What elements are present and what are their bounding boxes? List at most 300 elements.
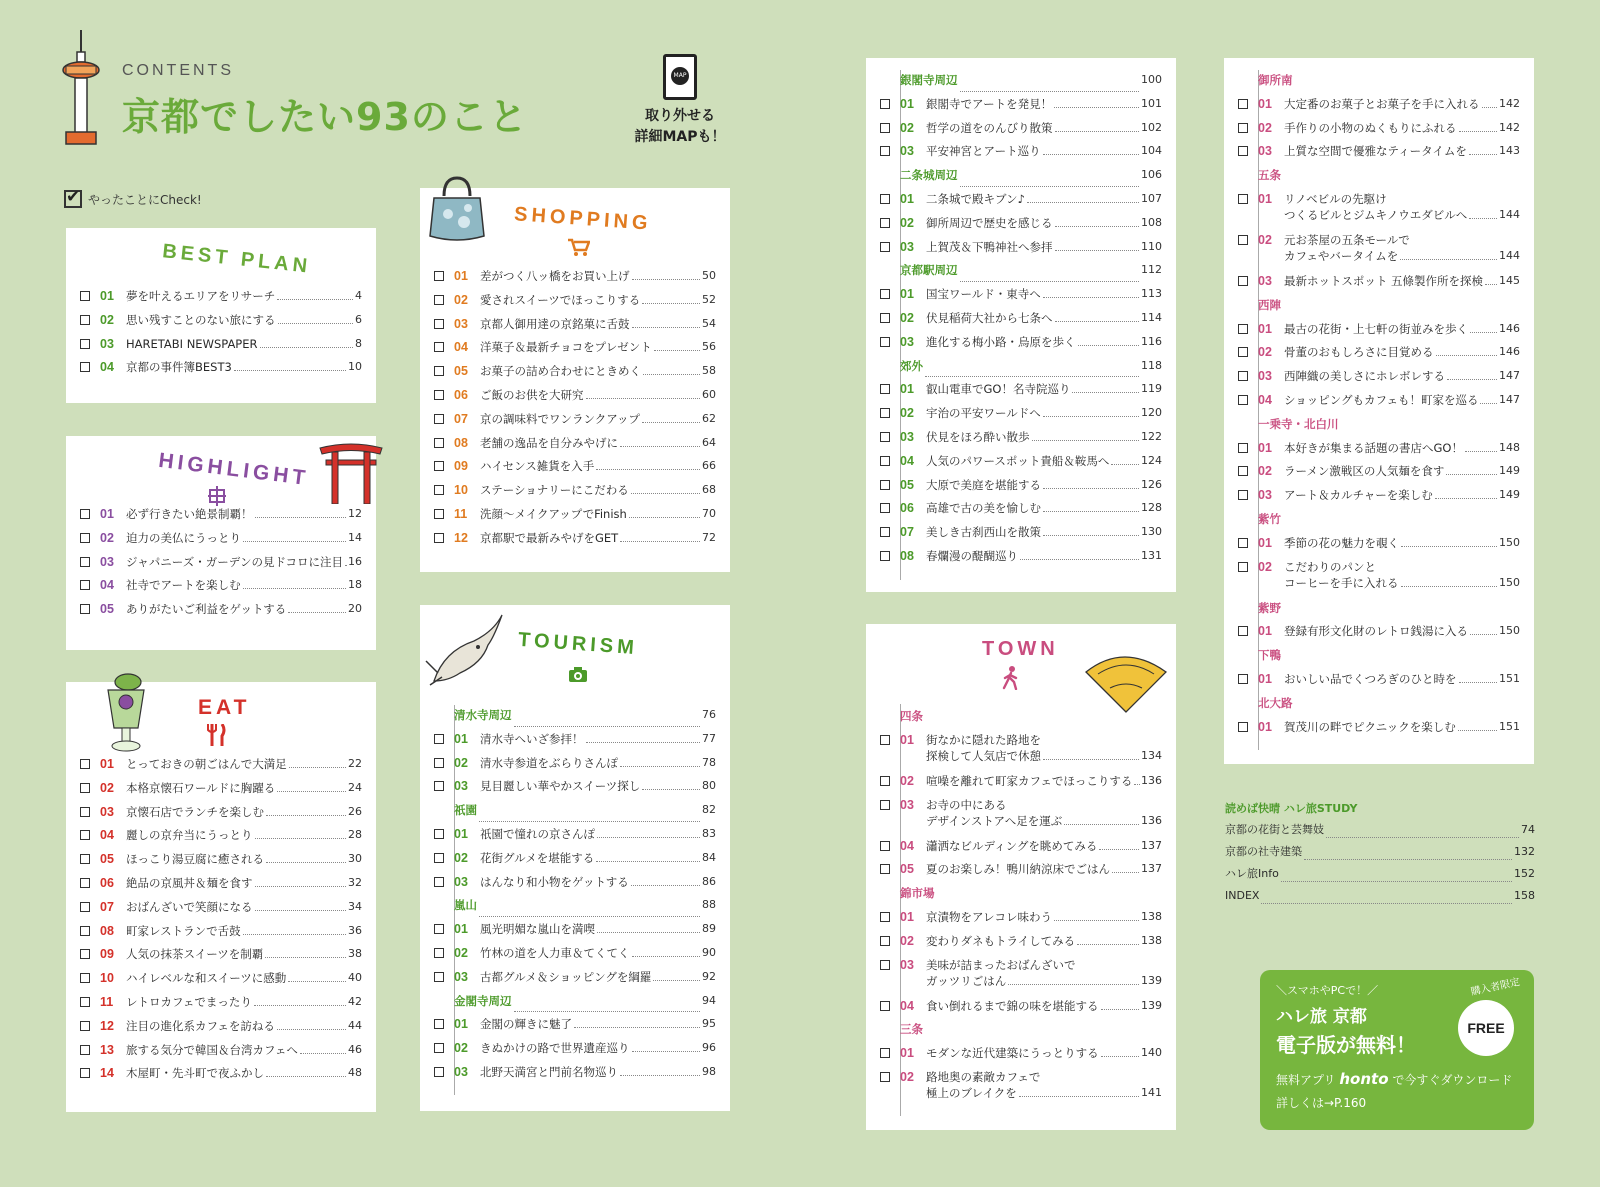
item-number: 02 [454, 1041, 468, 1056]
item-text [1284, 273, 1499, 289]
checkbox[interactable] [880, 432, 890, 442]
list-item [434, 850, 716, 874]
checkbox[interactable] [80, 807, 90, 817]
item-line2 [1284, 575, 1520, 591]
leader-dots [1401, 535, 1497, 547]
item-number: 01 [900, 382, 914, 397]
checkbox[interactable] [80, 604, 90, 614]
checkbox[interactable] [1238, 146, 1248, 156]
page-number: 18 [348, 578, 362, 592]
leader-dots [596, 850, 700, 862]
checkbox[interactable] [880, 480, 890, 490]
item-label: 路地奥の素敵カフェで [926, 1069, 1041, 1084]
list-item [434, 874, 716, 898]
checkbox[interactable] [1238, 626, 1248, 636]
page-number: 96 [702, 1041, 716, 1055]
checkbox[interactable] [880, 912, 890, 922]
item-number: 01 [454, 922, 468, 937]
town-title: TOWN [982, 638, 1059, 660]
item-number: 04 [100, 360, 114, 375]
item-text [126, 756, 348, 772]
item-label: 古都グルメ＆ショッピングを綱羅 [480, 969, 652, 984]
checkbox[interactable] [80, 315, 90, 325]
item-text [926, 773, 1141, 789]
item-label: 町家レストランで舌鼓 [126, 923, 241, 938]
item-text [1284, 120, 1499, 136]
leader-dots [1101, 998, 1140, 1010]
ebook-banner[interactable] [1260, 970, 1534, 1130]
item-number: 05 [900, 862, 914, 877]
page-title: 京都でしたい93のこと [122, 95, 528, 139]
leader-dots [1458, 719, 1497, 731]
leader-dots [277, 1018, 346, 1030]
list-item [880, 239, 1162, 263]
checkbox[interactable] [80, 362, 90, 372]
checkbox[interactable] [880, 123, 890, 133]
item-number: 03 [1258, 369, 1272, 384]
item-number: 04 [900, 838, 914, 853]
checkbox[interactable] [434, 319, 444, 329]
leader-dots [1400, 248, 1497, 260]
checkbox[interactable] [880, 776, 890, 786]
leader-dots [1435, 487, 1497, 499]
item-label: 人気のパワースポット貴船＆鞍馬へ [926, 453, 1110, 468]
item-label: 迫力の美仏にうっとり [126, 530, 241, 545]
item-text [1284, 191, 1520, 223]
item-number: 03 [900, 334, 914, 349]
list-item [880, 477, 1162, 501]
shopping-card [420, 188, 730, 572]
item-label: 手作りの小物のぬくもりにふれる [1284, 120, 1457, 135]
page-number: 128 [1141, 501, 1162, 515]
list-item [880, 838, 1162, 862]
item-label: 賀茂川の畔でピクニックを楽しむ [1284, 719, 1456, 734]
item-label: 必ず行きたい絶景制覇！ [126, 507, 253, 521]
checkbox[interactable] [880, 800, 890, 810]
fork-knife-icon [206, 724, 228, 746]
checkbox[interactable] [80, 902, 90, 912]
item-number: 06 [100, 875, 114, 890]
checkbox[interactable] [434, 1043, 444, 1053]
checkbox[interactable] [80, 783, 90, 793]
checkbox[interactable] [80, 291, 90, 301]
list-item [1238, 392, 1520, 416]
checkbox[interactable] [1238, 99, 1248, 109]
town-list [880, 708, 1162, 1110]
item-number: 03 [1258, 488, 1272, 503]
checkbox[interactable] [1238, 324, 1248, 334]
item-text [480, 1064, 702, 1080]
leader-dots [1459, 671, 1498, 683]
leader-dots [960, 167, 1140, 187]
ebook-app-line [1276, 1070, 1518, 1088]
leader-dots [632, 268, 701, 280]
study-section [1225, 800, 1535, 910]
leader-dots [642, 411, 700, 423]
checkbox[interactable] [1238, 562, 1248, 572]
item-label: 最古の花街・上七軒の街並みを歩く [1284, 321, 1468, 336]
checkbox[interactable] [880, 99, 890, 109]
checkbox[interactable] [880, 1048, 890, 1058]
highlight-list [80, 506, 362, 625]
study-row[interactable] [1225, 888, 1535, 910]
checkbox[interactable] [434, 924, 444, 934]
item-text [126, 875, 348, 891]
shopping-list [434, 268, 716, 554]
list-item [80, 946, 362, 970]
page-number: 138 [1141, 909, 1162, 923]
checkbox[interactable] [880, 313, 890, 323]
item-text [926, 838, 1141, 854]
page-number: 86 [702, 874, 716, 888]
list-item [80, 506, 362, 530]
list-item [1238, 344, 1520, 368]
item-text [1284, 232, 1520, 264]
page-number: 94 [702, 993, 716, 1007]
leader-dots [1459, 120, 1498, 132]
checkbox[interactable] [80, 759, 90, 769]
list-item [80, 336, 362, 360]
page-number: 92 [702, 969, 716, 983]
checkbox[interactable] [880, 146, 890, 156]
list-item [434, 1064, 716, 1088]
area-heading [1238, 695, 1520, 719]
leader-dots [289, 756, 346, 768]
page-number: 60 [702, 387, 716, 401]
leader-dots [1072, 381, 1139, 393]
list-item [880, 191, 1162, 215]
checkbox[interactable] [434, 342, 444, 352]
checkbox[interactable] [80, 339, 90, 349]
leader-dots [1281, 866, 1512, 882]
item-text [1284, 623, 1499, 639]
item-label: 人気の抹茶スイーツを制覇 [126, 947, 264, 962]
checkbox[interactable] [80, 973, 90, 983]
leader-dots [642, 778, 700, 790]
page-number: 134 [1141, 748, 1162, 762]
checkbox[interactable] [1238, 395, 1248, 405]
checkbox[interactable] [880, 456, 890, 466]
checkbox[interactable] [80, 830, 90, 840]
item-text [126, 923, 348, 939]
item-text [926, 548, 1141, 564]
checkbox[interactable] [434, 758, 444, 768]
list-item [880, 957, 1162, 998]
leader-dots [632, 945, 701, 957]
leader-dots [1482, 96, 1498, 108]
item-number: 02 [1258, 232, 1272, 247]
checkbox[interactable] [880, 408, 890, 418]
leader-dots [255, 827, 347, 839]
page-number: 78 [702, 755, 716, 769]
checkbox[interactable] [1238, 194, 1248, 204]
area-name: 北大路 [1258, 695, 1293, 710]
area-name: 西陣 [1258, 297, 1281, 312]
item-number: 07 [454, 411, 468, 426]
checkbox[interactable] [434, 414, 444, 424]
checkbox[interactable] [880, 735, 890, 745]
list-item [1238, 535, 1520, 559]
handbag-icon [428, 176, 486, 242]
item-label: 平安神宮とアート巡り [926, 144, 1041, 159]
leader-dots [643, 363, 700, 375]
checkbox[interactable] [434, 1067, 444, 1077]
item-text [926, 861, 1141, 877]
ebook-app-suffix: で今すぐダウンロード [1392, 1073, 1513, 1087]
checkbox[interactable] [1238, 123, 1248, 133]
page-number: 132 [1514, 845, 1535, 858]
page-number: 50 [702, 269, 716, 282]
checkbox-icon [64, 190, 82, 208]
checkbox[interactable] [80, 949, 90, 959]
item-label: ステーショナリーにこだわる [480, 483, 629, 498]
list-item [880, 96, 1162, 120]
checkbox[interactable] [880, 289, 890, 299]
item-label: 注目の進化系カフェを訪ねる [126, 1018, 275, 1033]
item-number: 12 [100, 1018, 114, 1033]
checkbox[interactable] [434, 829, 444, 839]
item-number: 02 [900, 406, 914, 421]
checkbox[interactable] [1238, 443, 1248, 453]
checkbox[interactable] [1238, 538, 1248, 548]
item-text [926, 477, 1141, 493]
item-text [126, 780, 348, 796]
item-number: 02 [900, 215, 914, 230]
checkbox[interactable] [880, 337, 890, 347]
leader-dots [1043, 524, 1139, 536]
checkbox[interactable] [880, 194, 890, 204]
study-row[interactable] [1225, 844, 1535, 866]
item-number: 03 [454, 1064, 468, 1079]
item-text [480, 874, 702, 890]
item-label: モダンな近代建築にうっとりする [926, 1046, 1099, 1061]
item-number: 10 [100, 971, 114, 986]
area-heading [880, 708, 1162, 732]
checkbox[interactable] [880, 936, 890, 946]
item-text [926, 732, 1162, 764]
checkbox[interactable] [880, 384, 890, 394]
page-number: 32 [348, 875, 362, 889]
checkbox[interactable] [434, 1019, 444, 1029]
item-text [926, 998, 1141, 1014]
checkbox[interactable] [434, 853, 444, 863]
page-number: 144 [1499, 248, 1520, 262]
leader-dots [1470, 623, 1497, 635]
item-label-2: つくるビルとジムキノウエダビルへ [1284, 207, 1468, 222]
checkbox[interactable] [1238, 674, 1248, 684]
item-label: アート＆カルチャーを楽しむ [1284, 488, 1433, 503]
list-item [880, 429, 1162, 453]
item-text [126, 554, 348, 570]
item-label: 京都の事件簿BEST3 [126, 360, 232, 375]
leader-dots [1043, 286, 1139, 298]
check-note-text: やったことにCheck! [88, 192, 202, 207]
checkbox[interactable] [434, 390, 444, 400]
checkbox[interactable] [434, 295, 444, 305]
checkbox[interactable] [434, 781, 444, 791]
area-name: 五条 [1258, 168, 1281, 183]
checkbox[interactable] [1238, 276, 1248, 286]
checkbox[interactable] [80, 533, 90, 543]
item-label-2: カフェやバータイムを [1284, 248, 1399, 263]
study-row[interactable] [1225, 866, 1535, 888]
checkbox[interactable] [880, 960, 890, 970]
list-item [880, 1045, 1162, 1069]
leader-dots [514, 707, 701, 727]
checkbox[interactable] [880, 864, 890, 874]
item-text [926, 524, 1141, 540]
checkbox[interactable] [434, 533, 444, 543]
leader-dots [1043, 748, 1139, 760]
checkbox[interactable] [434, 877, 444, 887]
leader-dots [1465, 440, 1497, 452]
checkbox[interactable] [880, 527, 890, 537]
checkbox[interactable] [80, 878, 90, 888]
item-text [926, 96, 1141, 112]
list-item [1238, 143, 1520, 167]
leader-dots [300, 1042, 346, 1054]
page-number: 152 [1514, 867, 1535, 880]
sights-card [866, 58, 1176, 592]
item-number: 02 [100, 312, 114, 327]
leader-dots [597, 921, 700, 933]
item-label: 叡山電車でGO！名寺院巡り [926, 382, 1071, 397]
checkbox[interactable] [1238, 722, 1248, 732]
checkbox[interactable] [434, 461, 444, 471]
checkbox[interactable] [880, 1072, 890, 1082]
item-label: 竹林の道を人力車＆てくてく [480, 945, 630, 960]
leader-dots [1032, 429, 1140, 441]
page-number: 10 [348, 360, 362, 374]
item-label: 喧噪を離れて町家カフェでほっこりする [926, 773, 1133, 788]
area-heading [1238, 600, 1520, 624]
checkbox[interactable] [880, 551, 890, 561]
checkbox[interactable] [434, 485, 444, 495]
checkbox[interactable] [80, 557, 90, 567]
item-label: 絶品の京風丼＆麺を食す [126, 875, 253, 890]
item-label: 国宝ワールド・東寺へ [926, 287, 1041, 302]
page-number: 40 [348, 971, 362, 985]
leader-dots [1043, 500, 1139, 512]
list-item [1238, 368, 1520, 392]
page-number: 138 [1141, 933, 1162, 947]
checkbox[interactable] [1238, 347, 1248, 357]
page-number: 90 [702, 945, 716, 959]
checkbox[interactable] [1238, 371, 1248, 381]
leader-dots [1446, 463, 1497, 475]
checkbox[interactable] [880, 218, 890, 228]
list-item [1238, 487, 1520, 511]
item-label: 本格京懐石ワールドに胸躍る [126, 780, 276, 795]
checkbox[interactable] [1238, 490, 1248, 500]
item-label: 旅する気分で韓国＆台湾カフェへ [126, 1042, 298, 1057]
leader-dots [1261, 888, 1512, 904]
item-text [1284, 463, 1499, 479]
checkbox[interactable] [434, 972, 444, 982]
checkbox[interactable] [880, 1001, 890, 1011]
checkbox[interactable] [80, 926, 90, 936]
page-number: 112 [1141, 263, 1162, 277]
leader-dots [288, 601, 346, 613]
list-item [880, 861, 1162, 885]
list-item [80, 530, 362, 554]
leader-dots [1043, 405, 1139, 417]
leader-dots [1101, 1045, 1139, 1057]
checkbox[interactable] [80, 509, 90, 519]
item-number: 03 [100, 804, 114, 819]
map-icon [663, 54, 697, 100]
checkbox[interactable] [80, 1068, 90, 1078]
checkbox[interactable] [434, 734, 444, 744]
study-row[interactable] [1225, 822, 1535, 844]
leader-dots [1019, 1085, 1139, 1097]
item-text [480, 363, 702, 379]
checkbox[interactable] [80, 854, 90, 864]
area-heading [880, 885, 1162, 909]
ebook-detail-link[interactable]: 詳しくは→P.160 [1276, 1096, 1367, 1110]
item-number: 03 [454, 969, 468, 984]
item-text [480, 316, 702, 332]
list-item [434, 435, 716, 459]
page-number: 137 [1141, 862, 1162, 876]
page-number: 16 [348, 554, 362, 568]
area-name: 清水寺周辺 [454, 708, 512, 722]
checkbox[interactable] [434, 271, 444, 281]
leader-dots [1064, 813, 1139, 825]
checkbox[interactable] [80, 1045, 90, 1055]
checkbox[interactable] [1238, 235, 1248, 245]
area-heading [434, 993, 716, 1017]
checkbox[interactable] [80, 1021, 90, 1031]
page-number: 14 [348, 530, 362, 544]
page-number: 88 [702, 898, 716, 912]
page-number: 26 [348, 804, 362, 818]
item-text [926, 500, 1141, 516]
list-item [80, 804, 362, 828]
checkbox[interactable] [434, 509, 444, 519]
leader-dots [653, 969, 700, 981]
item-label: きぬかけの路で世界遺産巡り [480, 1041, 630, 1056]
item-label: 夏のお楽しみ！鴨川納涼床でごはん [926, 862, 1110, 877]
checkbox[interactable] [880, 503, 890, 513]
item-label-2: 探検して人気店で休憩 [926, 748, 1041, 763]
checkbox[interactable] [80, 997, 90, 1007]
page-number: 106 [1141, 168, 1162, 182]
leader-dots [277, 780, 346, 792]
item-label: お寺の中にある [926, 797, 1007, 812]
list-item [880, 933, 1162, 957]
checkbox[interactable] [434, 438, 444, 448]
matcha-parfait-icon [104, 672, 148, 754]
checkbox[interactable] [880, 841, 890, 851]
list-item [434, 339, 716, 363]
study-list [1225, 822, 1535, 910]
item-number: 11 [454, 506, 468, 521]
leader-dots [586, 387, 701, 399]
area-name: 金閣寺周辺 [454, 993, 512, 1008]
checkbox[interactable] [1238, 466, 1248, 476]
list-item [80, 923, 362, 947]
area-heading [1238, 416, 1520, 440]
page-number: 149 [1499, 464, 1520, 478]
checkbox[interactable] [80, 580, 90, 590]
checkbox[interactable] [880, 242, 890, 252]
checkbox[interactable] [434, 366, 444, 376]
list-item [80, 1042, 362, 1066]
page-number: 136 [1141, 773, 1162, 787]
item-line2 [926, 813, 1162, 829]
checkbox[interactable] [434, 948, 444, 958]
